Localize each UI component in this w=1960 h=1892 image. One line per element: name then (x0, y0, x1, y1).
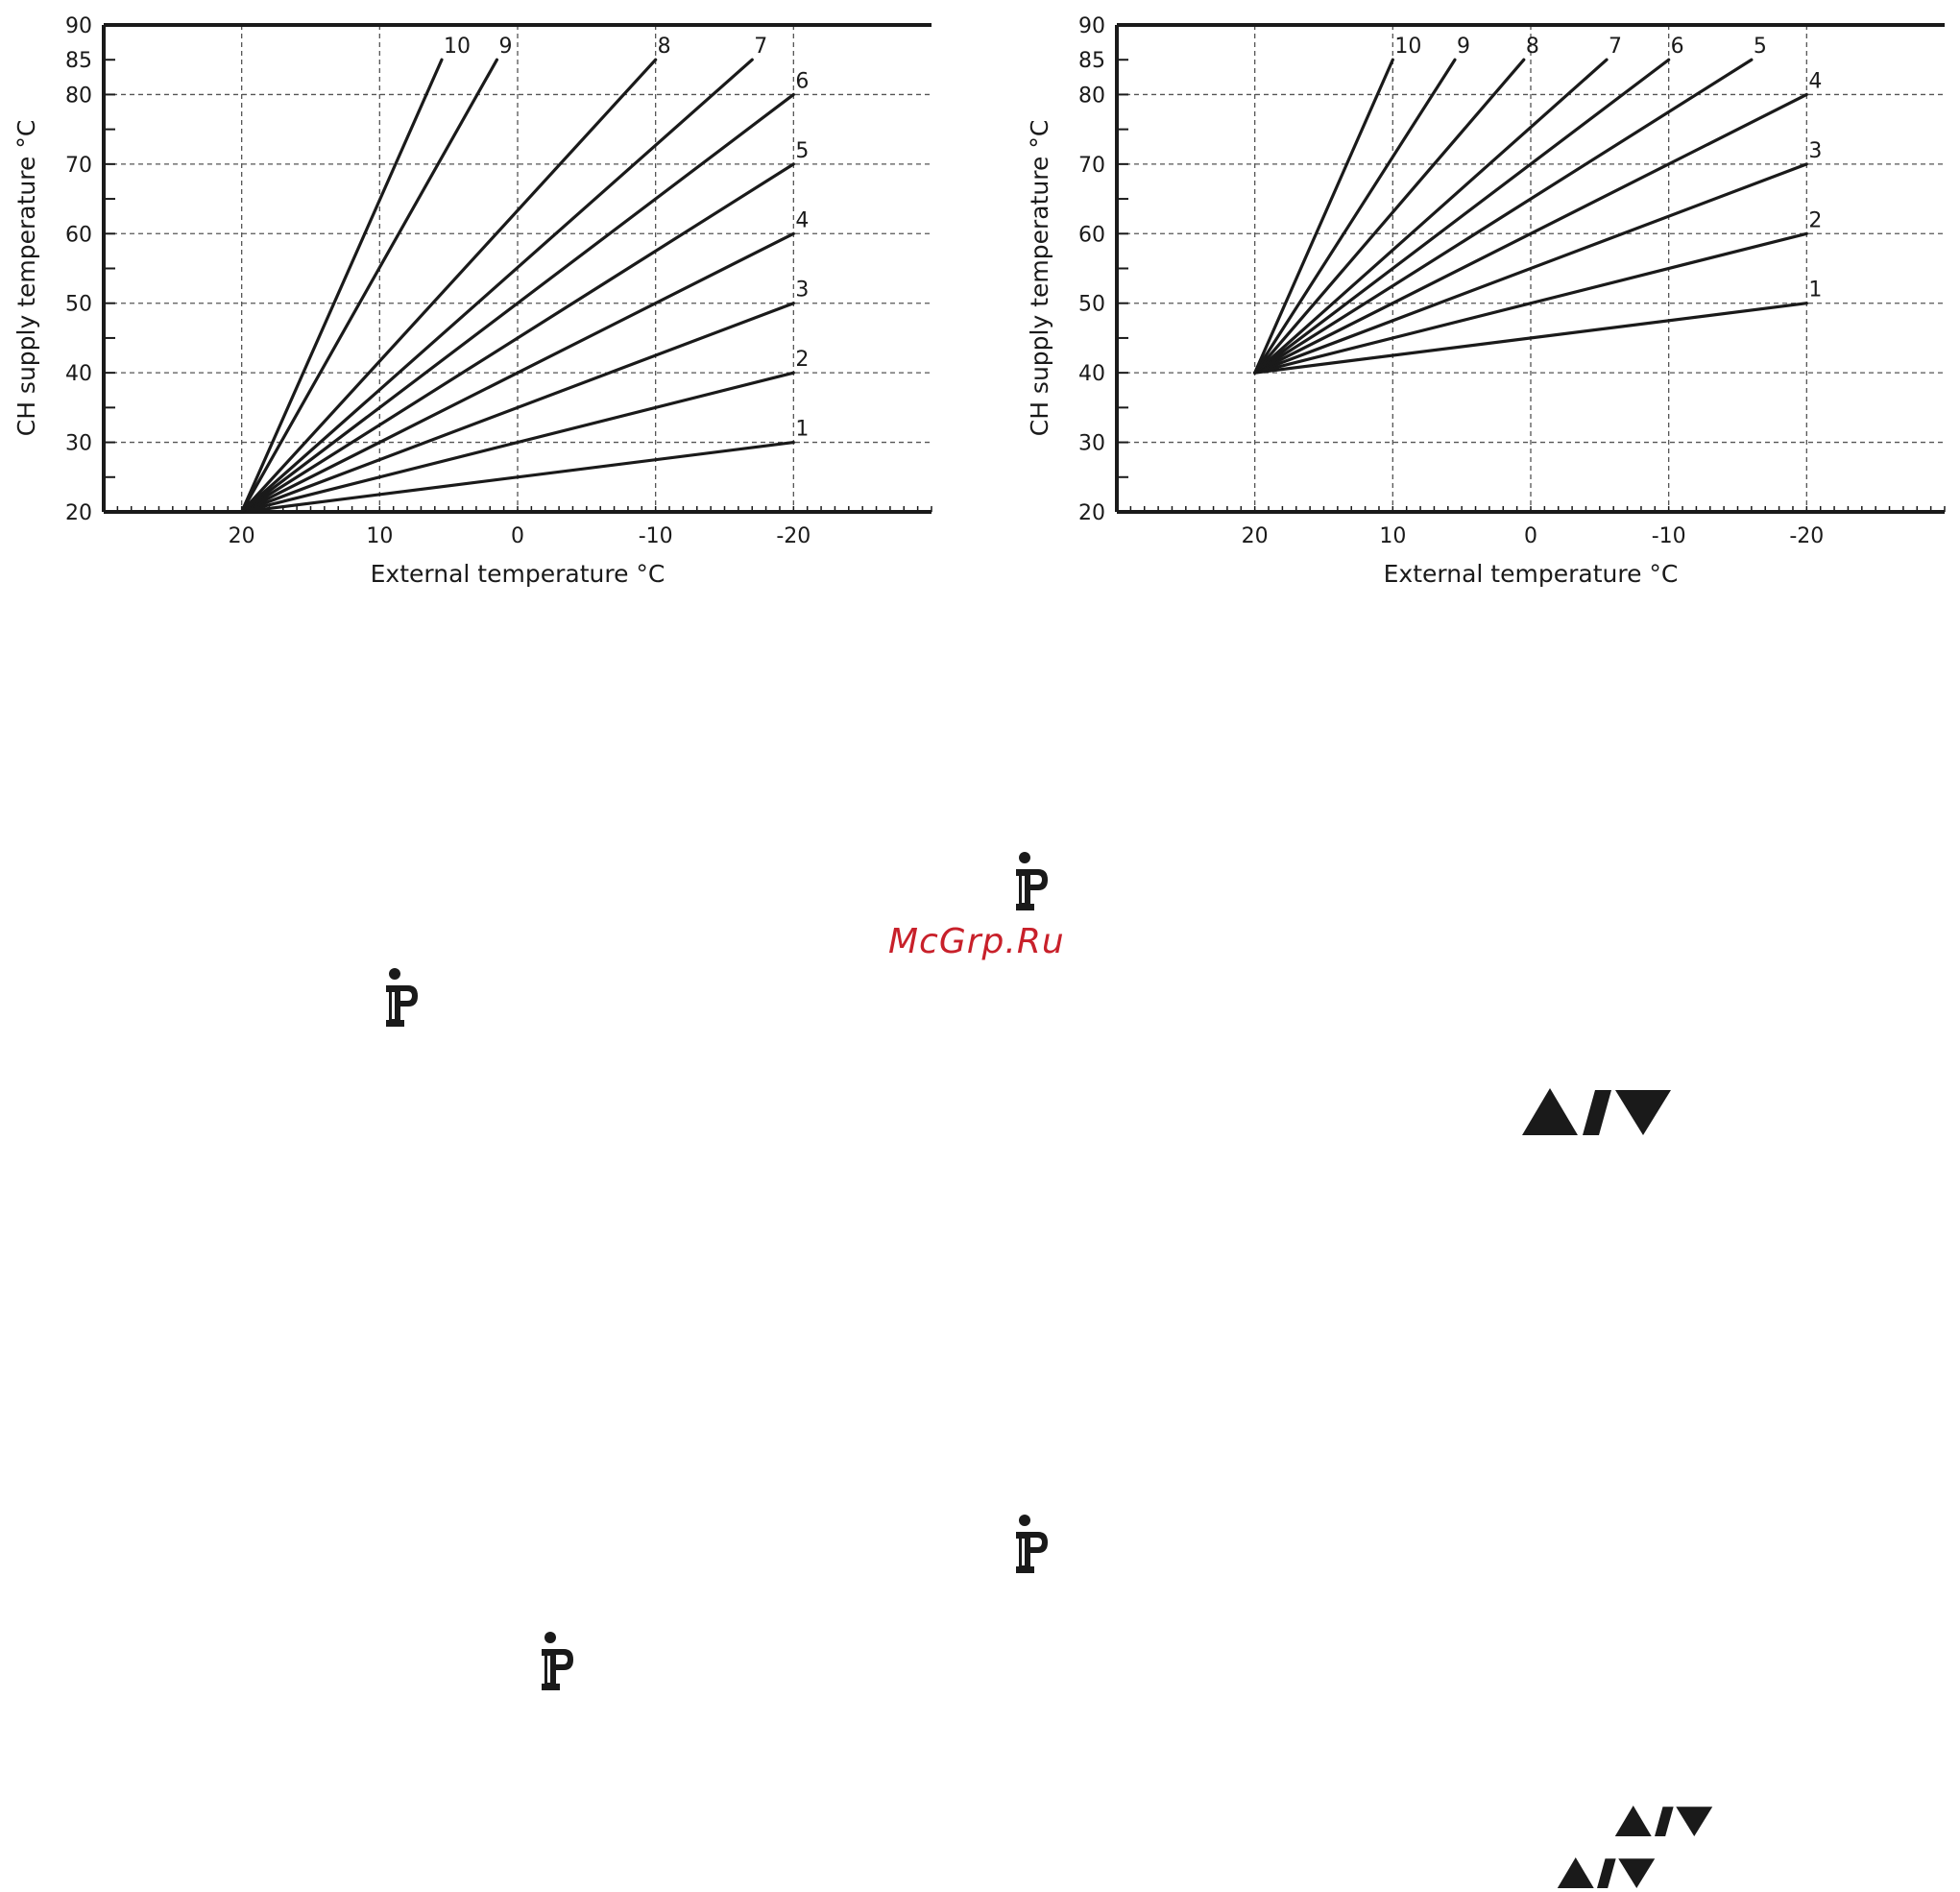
x-tick-label: 20 (228, 524, 255, 548)
curve-label-10: 10 (1394, 35, 1422, 60)
curve-label-8: 8 (657, 35, 671, 60)
curve-label-10: 10 (443, 35, 471, 60)
curve-label-2: 2 (1808, 208, 1823, 233)
y-tick-label: 80 (65, 84, 92, 109)
curve-line-9 (242, 60, 497, 512)
y-tick-label: 85 (65, 49, 92, 74)
curve-line-8 (242, 60, 656, 512)
up-down-arrows-icon (1556, 1856, 1657, 1890)
y-tick-label: 80 (1078, 84, 1105, 109)
curve-line-8 (1255, 60, 1524, 373)
x-tick-label: 20 (1241, 524, 1269, 548)
curve-label-4: 4 (795, 208, 810, 233)
x-tick-label: -10 (1651, 524, 1686, 548)
y-axis-label: CH supply temperature °C (1026, 119, 1053, 437)
x-tick-label: 10 (1379, 524, 1407, 548)
y-tick-label: 85 (1078, 49, 1105, 74)
curve-label-7: 7 (754, 35, 768, 60)
curve-line-10 (1255, 60, 1393, 373)
y-tick-label: 30 (65, 431, 92, 456)
x-tick-label: 0 (1524, 524, 1537, 548)
curve-label-9: 9 (498, 35, 513, 60)
info-program-icon (381, 966, 420, 1033)
x-tick-label: -20 (1789, 524, 1825, 548)
y-axis-label: CH supply temperature °C (12, 119, 40, 437)
chart-left-heating-curves-base-20 (0, 0, 960, 615)
curve-label-1: 1 (795, 417, 810, 442)
y-tick-label: 70 (65, 153, 92, 178)
curve-line-7 (1255, 60, 1607, 373)
info-program-icon (1011, 850, 1050, 917)
y-tick-label: 50 (1078, 292, 1105, 317)
x-tick-label: 10 (366, 524, 394, 548)
x-tick-label: -20 (776, 524, 811, 548)
curve-line-7 (242, 60, 753, 512)
curve-label-3: 3 (795, 278, 810, 303)
watermark-mcgrp: McGrp.Ru (888, 922, 1065, 961)
y-tick-label: 50 (65, 292, 92, 317)
curve-label-8: 8 (1525, 35, 1539, 60)
curve-label-5: 5 (1753, 35, 1767, 60)
curve-label-7: 7 (1609, 35, 1623, 60)
up-down-arrows-icon (1613, 1804, 1714, 1838)
curve-label-2: 2 (795, 348, 810, 373)
y-tick-label: 40 (1078, 362, 1105, 387)
up-down-arrows-icon (1522, 1085, 1671, 1138)
y-tick-label: 20 (65, 501, 92, 525)
chart-right-heating-curves-base-40 (1013, 0, 1960, 615)
y-tick-label: 20 (1078, 501, 1105, 525)
curve-label-5: 5 (795, 138, 810, 163)
curve-line-9 (1255, 60, 1455, 373)
y-tick-label: 90 (1078, 14, 1105, 38)
x-axis-label: External temperature °C (1383, 560, 1679, 588)
info-program-icon (1011, 1513, 1050, 1580)
x-tick-label: -10 (638, 524, 673, 548)
y-tick-label: 40 (65, 362, 92, 387)
curve-line-10 (242, 60, 442, 512)
y-tick-label: 70 (1078, 153, 1105, 178)
curve-label-4: 4 (1808, 69, 1823, 94)
curve-line-3 (1255, 164, 1807, 373)
x-tick-label: 0 (511, 524, 524, 548)
curve-label-1: 1 (1808, 278, 1823, 303)
info-program-icon (537, 1630, 575, 1697)
curve-label-6: 6 (795, 69, 810, 94)
curve-label-9: 9 (1456, 35, 1470, 60)
y-tick-label: 60 (1078, 223, 1105, 248)
curve-line-6 (1255, 60, 1669, 373)
curve-line-5 (1255, 60, 1752, 373)
curve-label-6: 6 (1670, 35, 1684, 60)
y-tick-label: 60 (65, 223, 92, 248)
y-tick-label: 90 (65, 14, 92, 38)
x-axis-label: External temperature °C (370, 560, 665, 588)
curve-line-3 (242, 303, 794, 512)
curve-label-3: 3 (1808, 138, 1823, 163)
y-tick-label: 30 (1078, 431, 1105, 456)
